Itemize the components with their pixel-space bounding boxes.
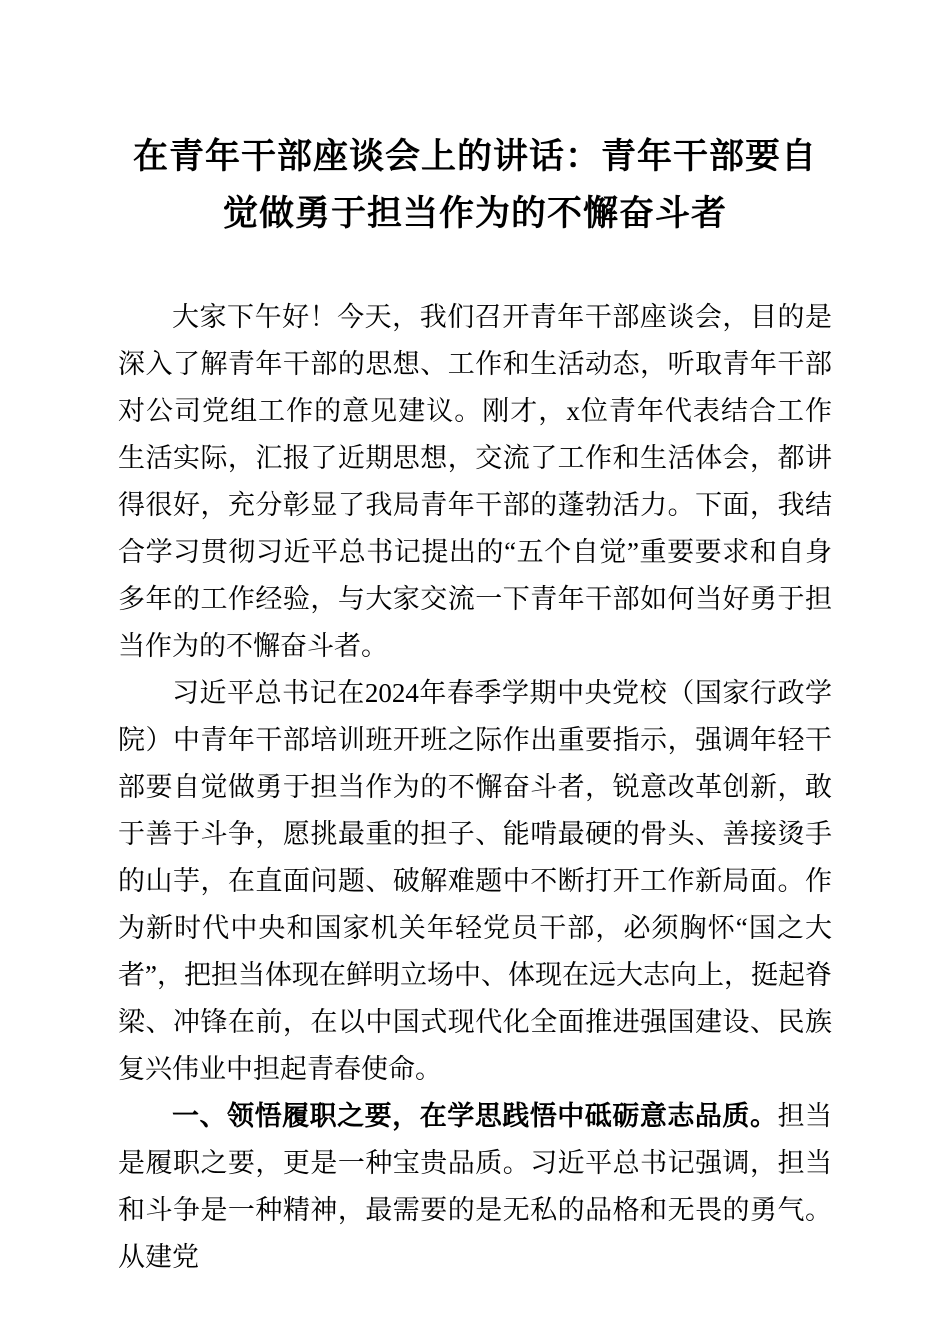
paragraph-3-text: 担当是履职之要，更是一种宝贵品质。习近平总书记强调，担当和斗争是一种精神，最需要的是无私的品格和无畏的勇气。从建党: [118, 1101, 833, 1272]
paragraph: [118, 1093, 832, 1281]
paragraph: [118, 294, 832, 670]
paragraph: [118, 670, 832, 1093]
document-title: 在青年干部座谈会上的讲话：青年干部要自觉做勇于担当作为的不懈奋斗者: [132, 137, 817, 233]
paragraph-3-lead: 一、领悟履职之要，在学思践悟中砥砺意志品质。: [172, 1101, 778, 1131]
paragraph-1-text: 大家下午好！今天，我们召开青年干部座谈会，目的是深入了解青年干部的思想、工作和生活动态，听取青年干部对公司党组工作的意见建议。刚才，x位青年代表结合工作生活实际，汇报了近期思想，交流了工作和生活体会，都讲得很好，充分彰显了我局青年干部的蓬勃活力。下面，我结合学习贯彻习近平总书记提出的“五个自觉”重要要求和自身多年的工作经验，与大家交流一下青年干部如何当好勇于担当作为的不懈奋斗者。: [118, 302, 832, 661]
paragraph-2-text: 习近平总书记在2024年春季学期中央党校（国家行政学院）中青年干部培训班开班之际作出重要指示，强调年轻干部要自觉做勇于担当作为的不懈奋斗者，锐意改革创新，敢于善于斗争，愿挑最重的担子、能啃最硬的骨头、善接烫手的山芋，在直面问题、破解难题中不断打开工作新局面。作为新时代中央和国家机关年轻党员干部，必须胸怀“国之大者”，把担当体现在鲜明立场中、体现在远大志向上，挺起脊梁、冲锋在前，在以中国式现代化全面推进强国建设、民族复兴伟业中担起青春使命。: [118, 678, 832, 1084]
